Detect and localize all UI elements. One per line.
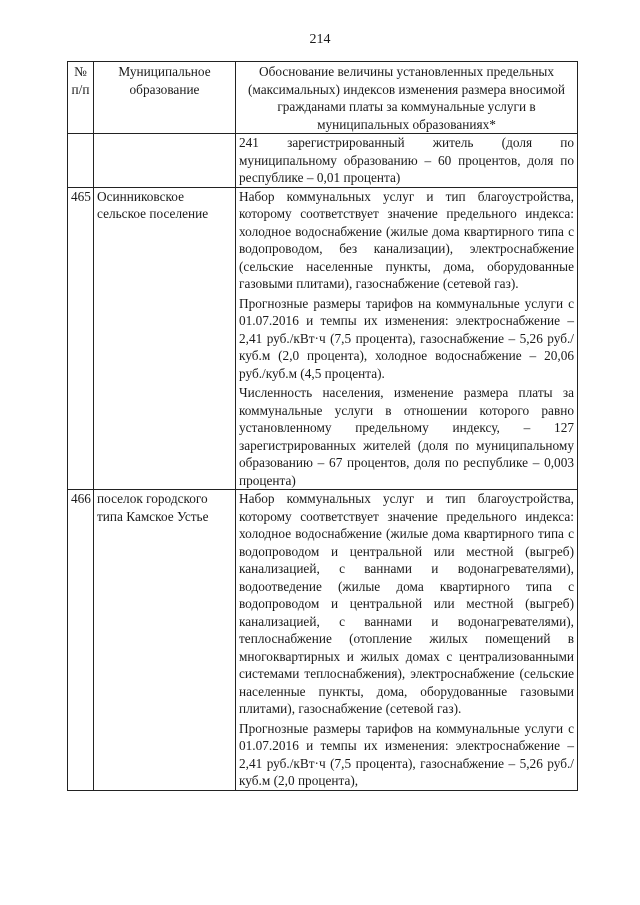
row-municipality: поселок городского типа Камское Устье <box>94 490 236 791</box>
table-row <box>68 134 578 188</box>
header-justification: Обоснование величины установленных предельных (максимальных) индексов изменения размера вносимой гражданами платы за коммунальные услуги в муниципальных образованиях* <box>236 62 578 134</box>
header-num: № п/п <box>68 62 94 134</box>
row-number: 466 <box>68 490 94 791</box>
row-justification <box>236 187 578 490</box>
justification-paragraph: Набор коммунальных услуг и тип благоустройства, которому соответствует значение предельного индекса: холодное водоснабжение (жилые дома квартирного типа с водопроводом, без канализации), электроснабжение (сельские населенные пункты, дома, оборудованные газовыми плитами), газоснабжение (сетевой газ). <box>239 188 574 291</box>
row-number: 465 <box>68 187 94 490</box>
row-municipality: Осинниковское сельское поселение <box>94 187 236 490</box>
table-row <box>68 187 578 490</box>
document-table <box>67 61 578 791</box>
table-row <box>68 490 578 791</box>
header-municipality: Муниципальное образование <box>94 62 236 134</box>
justification-paragraph: Прогнозные размеры тарифов на коммунальные услуги с 01.07.2016 и темпы их изменения: электроснабжение – 2,41 руб./кВт·ч (7,5 процента), газоснабжение – 5,26 руб./куб.м (2,0 процента), холодное водоснабжение – 20,06 руб./куб.м (4,5 процента). <box>239 295 574 381</box>
page-number: 214 <box>309 32 331 47</box>
justification-paragraph: Набор коммунальных услуг и тип благоустройства, которому соответствует значение предельного индекса: холодное водоснабжение (жилые дома квартирного типа с водопроводом и центральной или местной (выгреб) канализацией, с ваннами и водонагревателями), водоотведение (жилые дома квартирного типа с водопроводом и центральной или местной (выгреб) канализацией, с ваннами и водонагревателями), теплоснабжение (отопление жилых помещений в многоквартирных и жилых домах с централизованными системами теплоснабжения), электроснабжение (сельские населенные пункты, дома, оборудованные газовыми плитами), газоснабжение (сетевой газ). <box>239 491 574 716</box>
row-number <box>68 134 94 188</box>
table-header-row <box>68 62 578 134</box>
justification-paragraph: 241 зарегистрированный житель (доля по муниципальному образованию – 60 процентов, доля по республике – 0,01 процента) <box>239 135 574 185</box>
row-municipality <box>94 134 236 188</box>
justification-paragraph: Прогнозные размеры тарифов на коммунальные услуги с 01.07.2016 и темпы их изменения: электроснабжение – 2,41 руб./кВт·ч (7,5 процента), газоснабжение – 5,26 руб./куб.м (2,0 процента), <box>239 720 574 788</box>
row-justification <box>236 490 578 791</box>
justification-paragraph: Численность населения, изменение размера платы за коммунальные услуги в отношении которого равно установленному предельному индексу, – 127 зарегистрированных жителей (доля по муниципальному образованию – 67 процентов, доля по республике – 0,003 процента) <box>239 385 574 488</box>
row-justification <box>236 134 578 188</box>
